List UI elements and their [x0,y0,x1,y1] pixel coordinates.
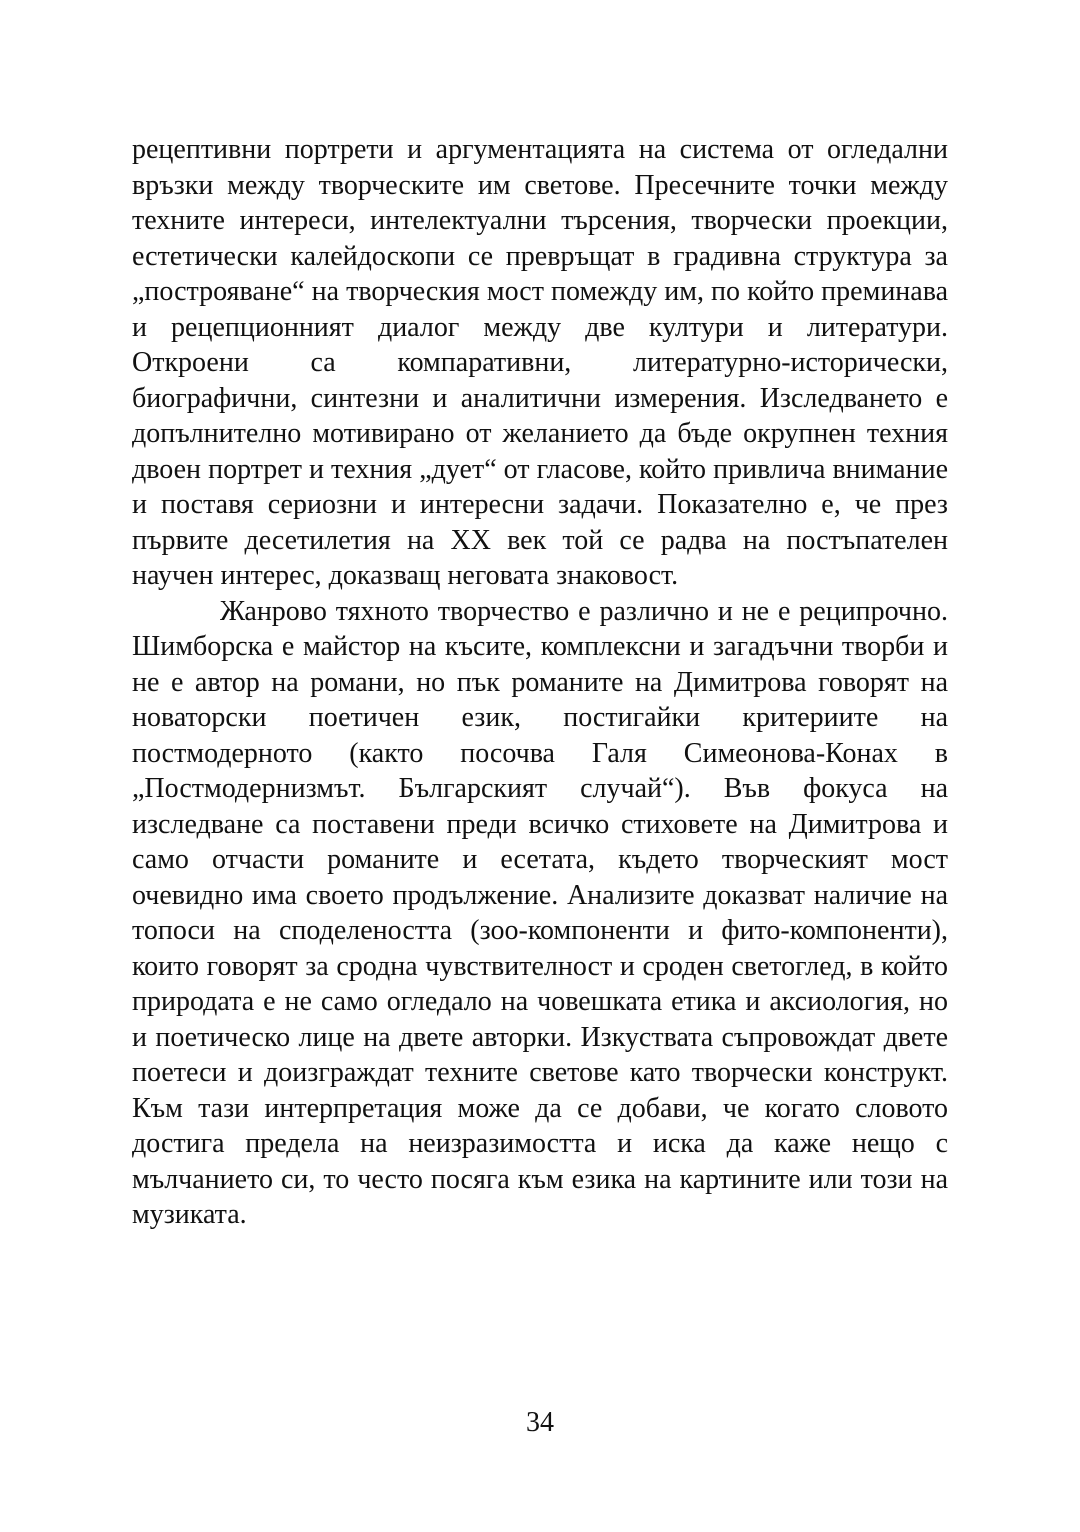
page-number: 34 [526,1407,554,1438]
paragraph-genre-comparison: Жанрово тяхното творчество е различно и не е реципрочно. Шимборска е майстор на късите, комплексни и загадъчни творби и не е автор на романи, но пък романите на Димитрова говорят на новаторски поетичен език, постигайки критериите на постмодерното (както посочва Галя Симеонова-Конах в „Постмодернизмът. Българският случай“). Във фокуса на изследване са поставени преди всичко стиховете на Димитрова и само отчасти романите и есетата, където творческият мост очевидно има своето продължение. Анализите доказват наличие на топоси на споделеността (зоо-компоненти и фито-компоненти), които говорят за сродна чувствителност и сроден светоглед, в който природата е не само огледало на човешката етика и аксиология, но и поетическо лице на двете авторки. Изкуствата съпровождат двете поетеси и доизграждат техните светове като творчески конструкт. Към тази интерпретация може да се добави, че когато словото достига предела на неизразимостта и иска да каже нещо с мълчанието си, то често посяга към езика на картините или този на музиката. [132,595,948,1230]
body-text [132,132,948,1233]
paragraph-continuation: рецептивни портрети и аргументацията на система от огледални връзки между творческите им светове. Пресечните точки между техните интереси, интелектуални търсения, творчески проекции, естетически калейдоскопи се превръщат в градивна структура за „построяване“ на творческия мост помежду им, по който преминава и рецепционният диалог между две култури и литератури. Откроени са компаративни, литературно-исторически, биографични, синтезни и аналитични измерения. Изследването е допълнително мотивирано от желанието да бъде окрупнен техния двоен портрет и техния „дует“ от гласове, който привлича внимание и поставя сериозни и интересни задачи. Показателно е, че през първите десетилетия на XX век той се радва на постъпателен научен интерес, доказващ неговата знаковост. [132,134,948,591]
